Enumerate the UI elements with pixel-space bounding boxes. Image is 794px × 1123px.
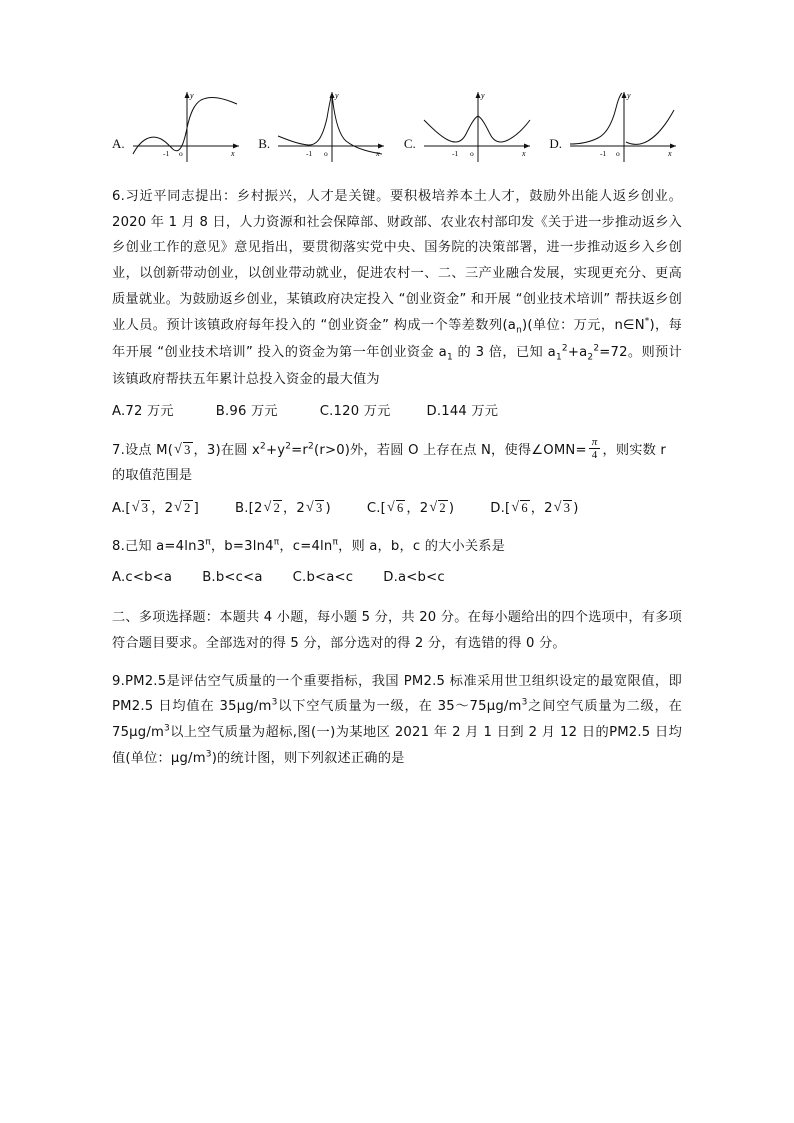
q8-mid-1: ，b=3ln4 xyxy=(210,538,274,554)
q7-mid-3: =r xyxy=(291,442,309,458)
svg-text:y: y xyxy=(335,91,339,100)
q9-line-4b: )的统计图，则下列叙述正确的是 xyxy=(211,750,405,766)
q6-text-4: 的 3 倍，已知 a xyxy=(452,344,556,360)
question-6-text: 6.习近平同志提出：乡村振兴，人才是关键。要积极培养本土人才，鼓励外出能人返乡创业。2020 年 1 月 8 日，人力资源和社会保障部、财政部、农业农村部印发《关于进一步推动返乡入乡创业工作的意见》意见指出，要贯彻落实党中央、国务院的决策部署，进一步推动返乡入乡创业，以创新带动创业，以创业带动就业，促进农村一、二、三产业融合发展，实现更充分、更高质量就业。为鼓励返乡创业，某镇政府决定投入 “创业资金” 和开展 “创业技术培训” 帮扶返乡创业人员。预计该镇政府每年投入的 “创业资金” 构成一个等差数列(a xyxy=(112,189,682,333)
q6-sup-2b: 2 xyxy=(593,343,600,354)
q6-text-2: )(单位：万元，n∈N xyxy=(522,317,645,333)
svg-text:y: y xyxy=(189,91,194,100)
q8-option-d[interactable]: D.a<b<c xyxy=(383,570,445,586)
q9-line-4a: 位：μg/m xyxy=(144,750,206,766)
graph-a-figure xyxy=(127,84,245,166)
q6-sub-1b: 1 xyxy=(555,352,562,363)
q6-option-c[interactable]: C.120 万元 xyxy=(319,403,391,419)
graph-c-figure xyxy=(418,84,536,166)
svg-text:y: y xyxy=(480,91,485,100)
q7-fraction-pi-over-4: $\frac{\pi}{4}$ xyxy=(589,436,601,462)
q9-line-2a: 即 PM2.5 日均值在 35μg/m xyxy=(112,673,682,715)
q6-sup-star: * xyxy=(644,316,650,327)
q9-sup-c: 3 xyxy=(164,723,170,734)
svg-text:o: o xyxy=(469,149,474,158)
question-8-options xyxy=(112,565,682,591)
q7-mid-1: ，3)在圆 x xyxy=(193,442,261,458)
graph-option-b-label: B. xyxy=(258,136,271,151)
q9-line-3a: 75μg/m xyxy=(112,725,165,741)
q6-text-3: )，每年开展 “创业技术培训” 投入的资金为第一年创业资金 a xyxy=(112,317,682,360)
q7-option-a[interactable]: A.[ √ 3 ，2 √ 2 ] xyxy=(112,495,199,522)
question-9 xyxy=(112,669,682,772)
q7-mid-5: ，则实数 r xyxy=(602,442,667,458)
graph-option-c[interactable] xyxy=(404,84,536,166)
q6-sup-2a: 2 xyxy=(561,343,568,354)
q8-option-a[interactable]: A.c<b<a xyxy=(112,570,173,586)
question-6 xyxy=(112,184,682,393)
q6-text-5: +a xyxy=(567,344,588,360)
q6-sub-1a: 1 xyxy=(446,352,453,363)
q9-line-3b: 以上空气质量为超标,图(一)为某地区 2021 年 2 月 1 日到 2 月 12 日的PM2.5 日均值(单 xyxy=(112,725,682,766)
q7-option-b[interactable]: B.[2 √ 2 ，2 √ 3 ) xyxy=(235,495,331,522)
graph-option-b[interactable] xyxy=(258,84,390,166)
q6-sub-n: n xyxy=(516,325,522,336)
q8-sup-2: π xyxy=(273,537,280,548)
svg-text:-1: -1 xyxy=(306,149,313,158)
svg-text:o: o xyxy=(324,149,328,158)
q9-sup-a: 3 xyxy=(271,698,278,708)
q9-line-2b: 以下空气质量为一级，在 35～75μg/m xyxy=(277,699,522,715)
graph-d-figure xyxy=(564,84,682,166)
q7-option-d[interactable]: D.[ √ 6 ，2 √ 3 ) xyxy=(490,495,578,522)
graph-b-figure xyxy=(272,84,390,166)
q6-option-b[interactable]: B.96 万元 xyxy=(215,403,278,419)
section-2-instructions: 二、多项选择题：本题共 4 小题，每小题 5 分，共 20 分。在每小题给出的四个选项中，有多项符合题目要求。全部选对的得 5 分，部分选对的得 2 分，有选错的得 0 分。 xyxy=(112,610,682,651)
question-7-options xyxy=(112,495,682,522)
graph-option-a-label: A. xyxy=(112,136,125,151)
svg-text:o: o xyxy=(616,149,620,158)
q8-sup-3: π xyxy=(332,537,339,548)
q6-text-6: =72。则预计该镇政府帮扶五年累计总投入资金的最大值为 xyxy=(112,344,682,388)
graph-option-d[interactable] xyxy=(549,84,682,166)
q8-sup-1: π xyxy=(205,537,211,548)
q7-option-c[interactable]: C.[ √ 6 ，2 √ 2 ) xyxy=(367,495,454,522)
q7-prefix: 7.设点 M( xyxy=(112,442,174,458)
q8-mid-3: ，则 a，b，c 的大小关系是 xyxy=(338,538,506,554)
q7-radical-3: √ 3 xyxy=(174,437,192,463)
q7-sup-2b: 2 xyxy=(285,441,292,452)
question-7 xyxy=(112,437,682,489)
graph-option-d-label: D. xyxy=(549,136,562,151)
svg-text:-1: -1 xyxy=(162,149,169,158)
svg-text:x: x xyxy=(376,149,380,158)
q7-sup-2c: 2 xyxy=(308,441,314,452)
q9-sup-d: 3 xyxy=(205,749,212,760)
svg-text:x: x xyxy=(668,149,672,158)
q8-mid-2: ，c=4ln xyxy=(279,538,333,554)
q8-prefix: 8.己知 a=4ln3 xyxy=(112,538,206,554)
q6-option-d[interactable]: D.144 万元 xyxy=(426,403,499,419)
q7-mid-4: (r>0)外，若圆 O 上存在点 N，使得∠OMN= xyxy=(313,442,587,458)
q8-option-c[interactable]: C.b<a<c xyxy=(292,570,354,586)
svg-text:-1: -1 xyxy=(600,149,607,158)
graph-options-row xyxy=(112,78,682,166)
q6-sub-2: 2 xyxy=(587,352,594,363)
svg-text:x: x xyxy=(521,149,526,158)
graph-option-a[interactable] xyxy=(112,84,245,166)
q9-sup-b: 3 xyxy=(521,698,528,708)
q7-sup-2a: 2 xyxy=(260,441,266,452)
svg-text:x: x xyxy=(230,149,235,158)
q8-option-b[interactable]: B.b<c<a xyxy=(202,570,263,586)
q6-option-a[interactable]: A.72 万元 xyxy=(112,403,174,419)
svg-text:y: y xyxy=(627,91,631,100)
svg-text:o: o xyxy=(178,149,183,158)
graph-option-c-label: C. xyxy=(403,136,416,151)
q7-mid-2: +y xyxy=(265,442,286,458)
question-8 xyxy=(112,534,682,560)
q7-line-2: 的取值范围是 xyxy=(112,468,193,484)
q9-line-1: 9.PM2.5是评估空气质量的一个重要指标，我国 PM2.5 标准采用世卫组织设定的最宽限值， xyxy=(112,673,669,689)
q9-line-2c: 之间空气质量为二级，在 xyxy=(527,699,682,715)
question-6-options xyxy=(112,399,682,425)
svg-text:-1: -1 xyxy=(451,149,458,158)
